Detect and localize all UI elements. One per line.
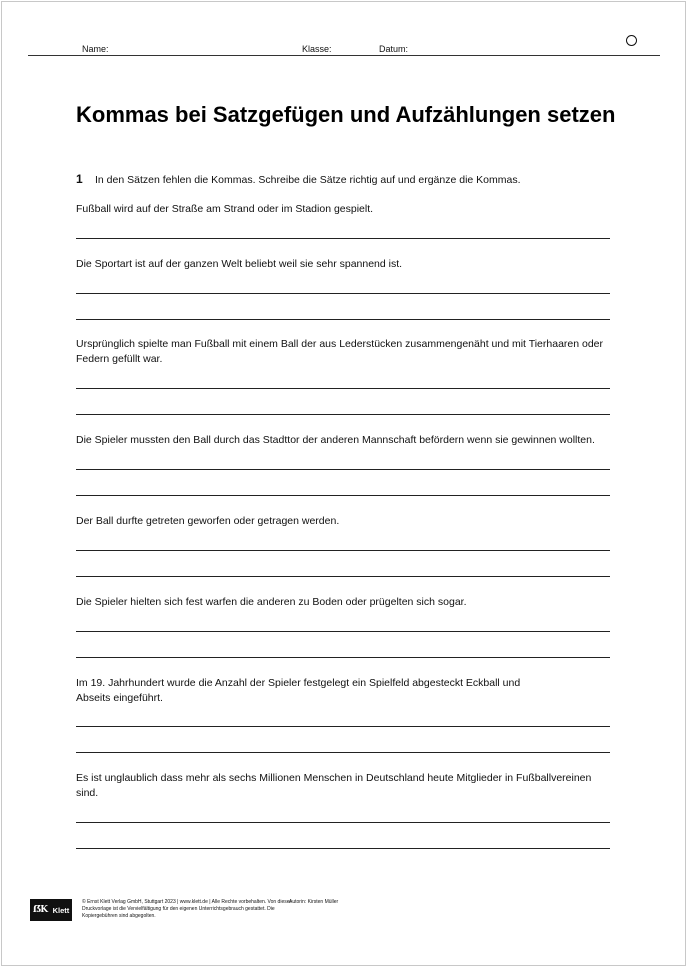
writing-line[interactable] [76, 822, 610, 823]
author-text: Autorin: Kirsten Müller [289, 899, 339, 905]
writing-line[interactable] [76, 752, 610, 753]
circle-icon [626, 35, 637, 46]
writing-line[interactable] [76, 469, 610, 470]
name-label: Name: [82, 44, 109, 54]
writing-line[interactable] [76, 238, 610, 239]
sentence-4: Die Spieler mussten den Ball durch das Stadttor der anderen Mannschaft befördern wenn sie gewinnen wollten. [76, 434, 595, 446]
writing-line[interactable] [76, 848, 610, 849]
writing-line[interactable] [76, 319, 610, 320]
date-label: Datum: [379, 44, 409, 54]
writing-line[interactable] [76, 631, 610, 632]
header-rule [28, 55, 660, 56]
writing-line[interactable] [76, 293, 610, 294]
klett-logo [30, 899, 72, 921]
sentence-5: Der Ball durfte getreten geworfen oder getragen werden. [76, 515, 340, 527]
sentence-2: Die Sportart ist auf der ganzen Welt beliebt weil sie sehr spannend ist. [76, 258, 403, 270]
task-number: 1 [76, 172, 83, 186]
writing-line[interactable] [76, 657, 610, 658]
writing-line[interactable] [76, 414, 610, 415]
sentence-6: Die Spieler hielten sich fest warfen die anderen zu Boden oder prügelten sich sogar. [76, 596, 467, 608]
writing-line[interactable] [76, 495, 610, 496]
writing-line[interactable] [76, 726, 610, 727]
writing-line[interactable] [76, 576, 610, 577]
sentence-8: Es ist unglaublich dass mehr als sechs Millionen Menschen in Deutschland heute Mitglieder in Fußballvereinen sind. [76, 772, 592, 799]
task-instruction: In den Sätzen fehlen die Kommas. Schreibe die Sätze richtig auf und ergänze die Kommas. [95, 174, 521, 186]
logo-word: Klett [52, 905, 70, 915]
writing-line[interactable] [76, 550, 610, 551]
sentence-1: Fußball wird auf der Straße am Strand oder im Stadion gespielt. [76, 203, 374, 215]
page-title: Kommas bei Satzgefügen und Aufzählungen setzen [76, 102, 616, 127]
class-label: Klasse: [302, 44, 332, 54]
logo-mark: ẞK [32, 905, 48, 915]
writing-line[interactable] [76, 388, 610, 389]
sentence-3: Ursprünglich spielte man Fußball mit einem Ball der aus Lederstücken zusammengenäht und mit Tierhaaren oder Federn gefüllt war. [76, 338, 604, 365]
sentence-7: Im 19. Jahrhundert wurde die Anzahl der Spieler festgelegt ein Spielfeld abgesteckt Eckball und Abseits eingeführt. [76, 677, 521, 704]
copyright-text: © Ernst Klett Verlag GmbH, Stuttgart 2023 | www.klett.de | Alle Rechte vorbehalten. Von dieser Druckvorlage ist die Vervielfältigung für den eigenen Unterrichtsgebrauch gestattet. Die Kopiergebühren sind abgegolten. [82, 899, 292, 919]
